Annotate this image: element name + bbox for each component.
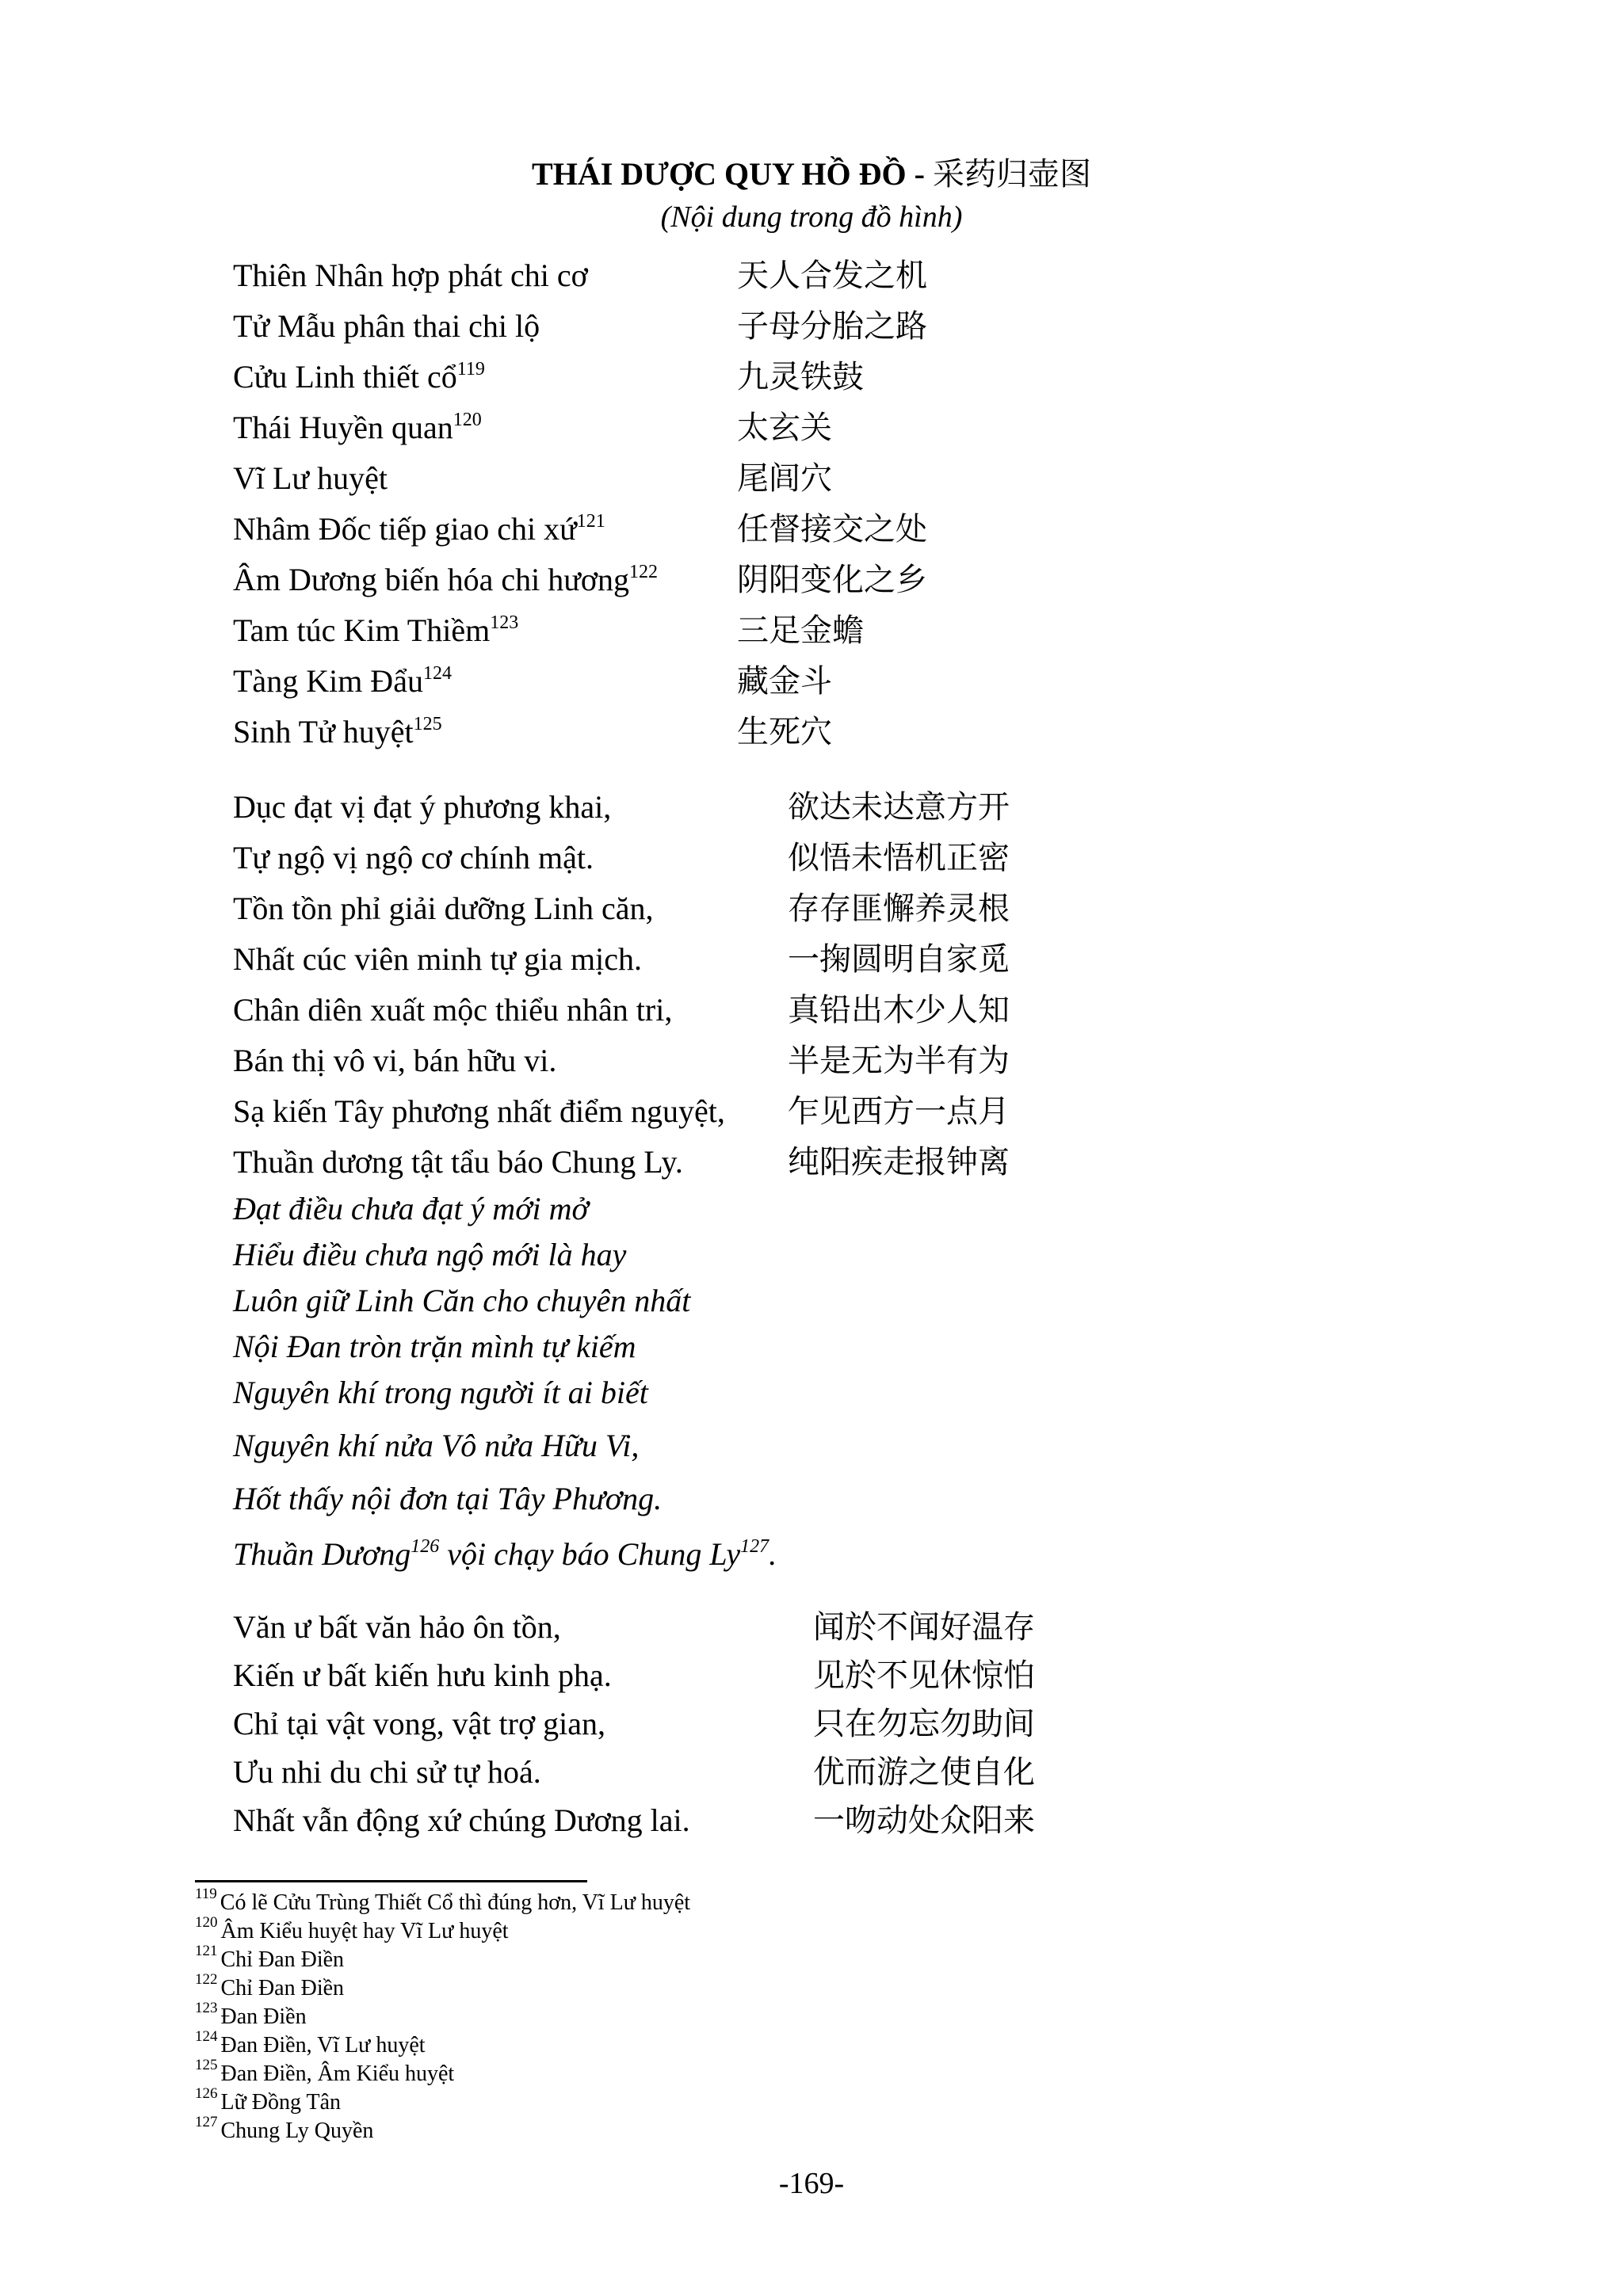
chinese-text: 生死穴 xyxy=(737,714,832,749)
vietnamese-text: Thiên Nhân hợp phát chi cơ xyxy=(233,257,588,293)
chinese-text: 半是无为半有为 xyxy=(788,1043,1010,1078)
chinese-text: 优而游之使自化 xyxy=(813,1754,1035,1790)
vietnamese-text: Thuần dương tật tẩu báo Chung Ly. xyxy=(233,1144,683,1180)
vietnamese-text: Tự ngộ vị ngộ cơ chính mật. xyxy=(233,840,594,875)
chinese-text: 九灵铁鼓 xyxy=(737,359,864,395)
chinese-text: 太玄关 xyxy=(737,410,832,445)
footnote: $^{125}$ Đan Điền, Âm Kiểu huyệt xyxy=(195,2056,455,2086)
chinese-text: 一掬圆明自家觅 xyxy=(788,941,1010,977)
chinese-text: 闻於不闻好温存 xyxy=(813,1609,1035,1645)
vietnamese-text: Ưu nhi du chi sử tự hoá. xyxy=(233,1754,541,1790)
vietnamese-text: Thái Huyền quan xyxy=(233,410,453,445)
translation-line: Hiểu điều chưa ngộ mới là hay xyxy=(233,1237,627,1272)
vietnamese-text: Nhất vẫn động xứ chúng Dương lai. xyxy=(233,1802,690,1838)
chinese-text: 存存匪懈养灵根 xyxy=(788,891,1010,926)
footnote: $^{120}$ Âm Kiểu huyệt hay Vĩ Lư huyệt xyxy=(195,1913,509,1943)
vietnamese-text: Chân diên xuất mộc thiểu nhân tri, xyxy=(233,992,673,1028)
vietnamese-text: Tử Mẫu phân thai chi lộ xyxy=(233,308,540,344)
footnote: $^{123}$ Đan Điền xyxy=(195,1999,307,2029)
chinese-text: 纯阳疾走报钟离 xyxy=(788,1144,1010,1180)
chinese-text: 三足金蟾 xyxy=(737,612,864,648)
page-number: -169- xyxy=(778,2167,845,2200)
footnote: $^{127}$ Chung Ly Quyền xyxy=(195,2113,374,2143)
footnote-ref: 121 xyxy=(576,510,605,532)
chinese-text: 子母分胎之路 xyxy=(737,308,927,344)
title-chinese: 采药归壶图 xyxy=(932,156,1091,192)
vietnamese-text: Vĩ Lư huyệt xyxy=(233,460,388,496)
footnote: $^{126}$ Lữ Đồng Tân xyxy=(195,2084,342,2115)
chinese-text: 阴阳变化之乡 xyxy=(737,562,927,597)
chinese-text: 藏金斗 xyxy=(737,663,832,699)
chinese-text: 天人合发之机 xyxy=(737,257,927,293)
translation-line: Luôn giữ Linh Căn cho chuyên nhất xyxy=(233,1283,691,1318)
chinese-text: 欲达未达意方开 xyxy=(788,789,1010,825)
vietnamese-text: Tam túc Kim Thiềm xyxy=(233,612,491,648)
subtitle: (Nội dung trong đồ hình) xyxy=(660,200,963,234)
footnote: $^{119}$ Có lẽ Cửu Trùng Thiết Cổ thì đúng hơn, Vĩ Lư huyệt xyxy=(195,1885,691,1915)
chinese-text: 只在勿忘勿助间 xyxy=(813,1706,1035,1741)
footnote-ref: 124 xyxy=(422,662,452,684)
footnote-ref: 126 xyxy=(411,1535,440,1557)
vietnamese-text: Dục đạt vị đạt ý phương khai, xyxy=(233,789,612,825)
footnote-ref: 119 xyxy=(456,358,485,379)
footnote-ref: 122 xyxy=(629,561,659,582)
chinese-text: 见於不见休惊怕 xyxy=(813,1657,1035,1693)
vietnamese-text: Cửu Linh thiết cổ xyxy=(233,359,457,395)
vietnamese-text: Nhâm Đốc tiếp giao chi xứ xyxy=(233,511,577,547)
vietnamese-text: Tồn tồn phỉ giải dưỡng Linh căn, xyxy=(233,891,654,926)
footnote-separator xyxy=(195,1880,587,1882)
footnote-ref: 127 xyxy=(740,1535,769,1557)
vietnamese-text: Văn ư bất văn hảo ôn tồn, xyxy=(233,1609,561,1645)
footnote: $^{124}$ Đan Điền, Vĩ Lư huyệt xyxy=(195,2027,426,2058)
vietnamese-text: Chỉ tại vật vong, vật trợ gian, xyxy=(233,1706,605,1741)
translation-line-last: Thuần Dương$^{126}$ vội chạy báo Chung Ly$^{127}$. xyxy=(233,1535,777,1572)
chinese-text: 任督接交之处 xyxy=(737,511,927,547)
chinese-text: 一吻动处众阳来 xyxy=(813,1802,1035,1838)
footnote-ref: 123 xyxy=(490,612,519,633)
vietnamese-text: Tàng Kim Đẩu xyxy=(233,663,423,699)
chinese-text: 似悟未悟机正密 xyxy=(788,840,1010,875)
translation-line: Nội Đan tròn trặn mình tự kiếm xyxy=(233,1329,636,1364)
vietnamese-text: Nhất cúc viên minh tự gia mịch. xyxy=(233,941,642,977)
vietnamese-text: Bán thị vô vi, bán hữu vi. xyxy=(233,1043,557,1078)
footnote-ref: 125 xyxy=(413,713,442,734)
vietnamese-text: Sạ kiến Tây phương nhất điểm nguyệt, xyxy=(233,1093,725,1129)
vietnamese-text: Kiến ư bất kiến hưu kinh phạ. xyxy=(233,1657,612,1693)
translation-line: Đạt điều chưa đạt ý mới mở xyxy=(233,1191,589,1226)
chinese-text: 尾闾穴 xyxy=(737,460,832,496)
translation-line: Nguyên khí nửa Vô nửa Hữu Vi, xyxy=(233,1428,640,1463)
footnote: $^{122}$ Chỉ Đan Điền xyxy=(195,1970,345,2000)
chinese-text: 乍见西方一点月 xyxy=(788,1093,1010,1129)
page-title xyxy=(0,152,1623,196)
translation-line: Hốt thấy nội đơn tại Tây Phương. xyxy=(233,1481,663,1516)
vietnamese-text: Âm Dương biến hóa chi hương xyxy=(233,562,630,597)
footnote: $^{121}$ Chỉ Đan Điền xyxy=(195,1942,345,1972)
chinese-text: 真铅出木少人知 xyxy=(788,992,1010,1028)
vietnamese-text: Sinh Tử huyệt xyxy=(233,714,414,749)
title-vietnamese: THÁI DƯỢC QUY HỒ ĐỒ - xyxy=(532,156,933,192)
footnote-ref: 120 xyxy=(453,409,482,430)
translation-line: Nguyên khí trong người ít ai biết xyxy=(233,1375,648,1410)
